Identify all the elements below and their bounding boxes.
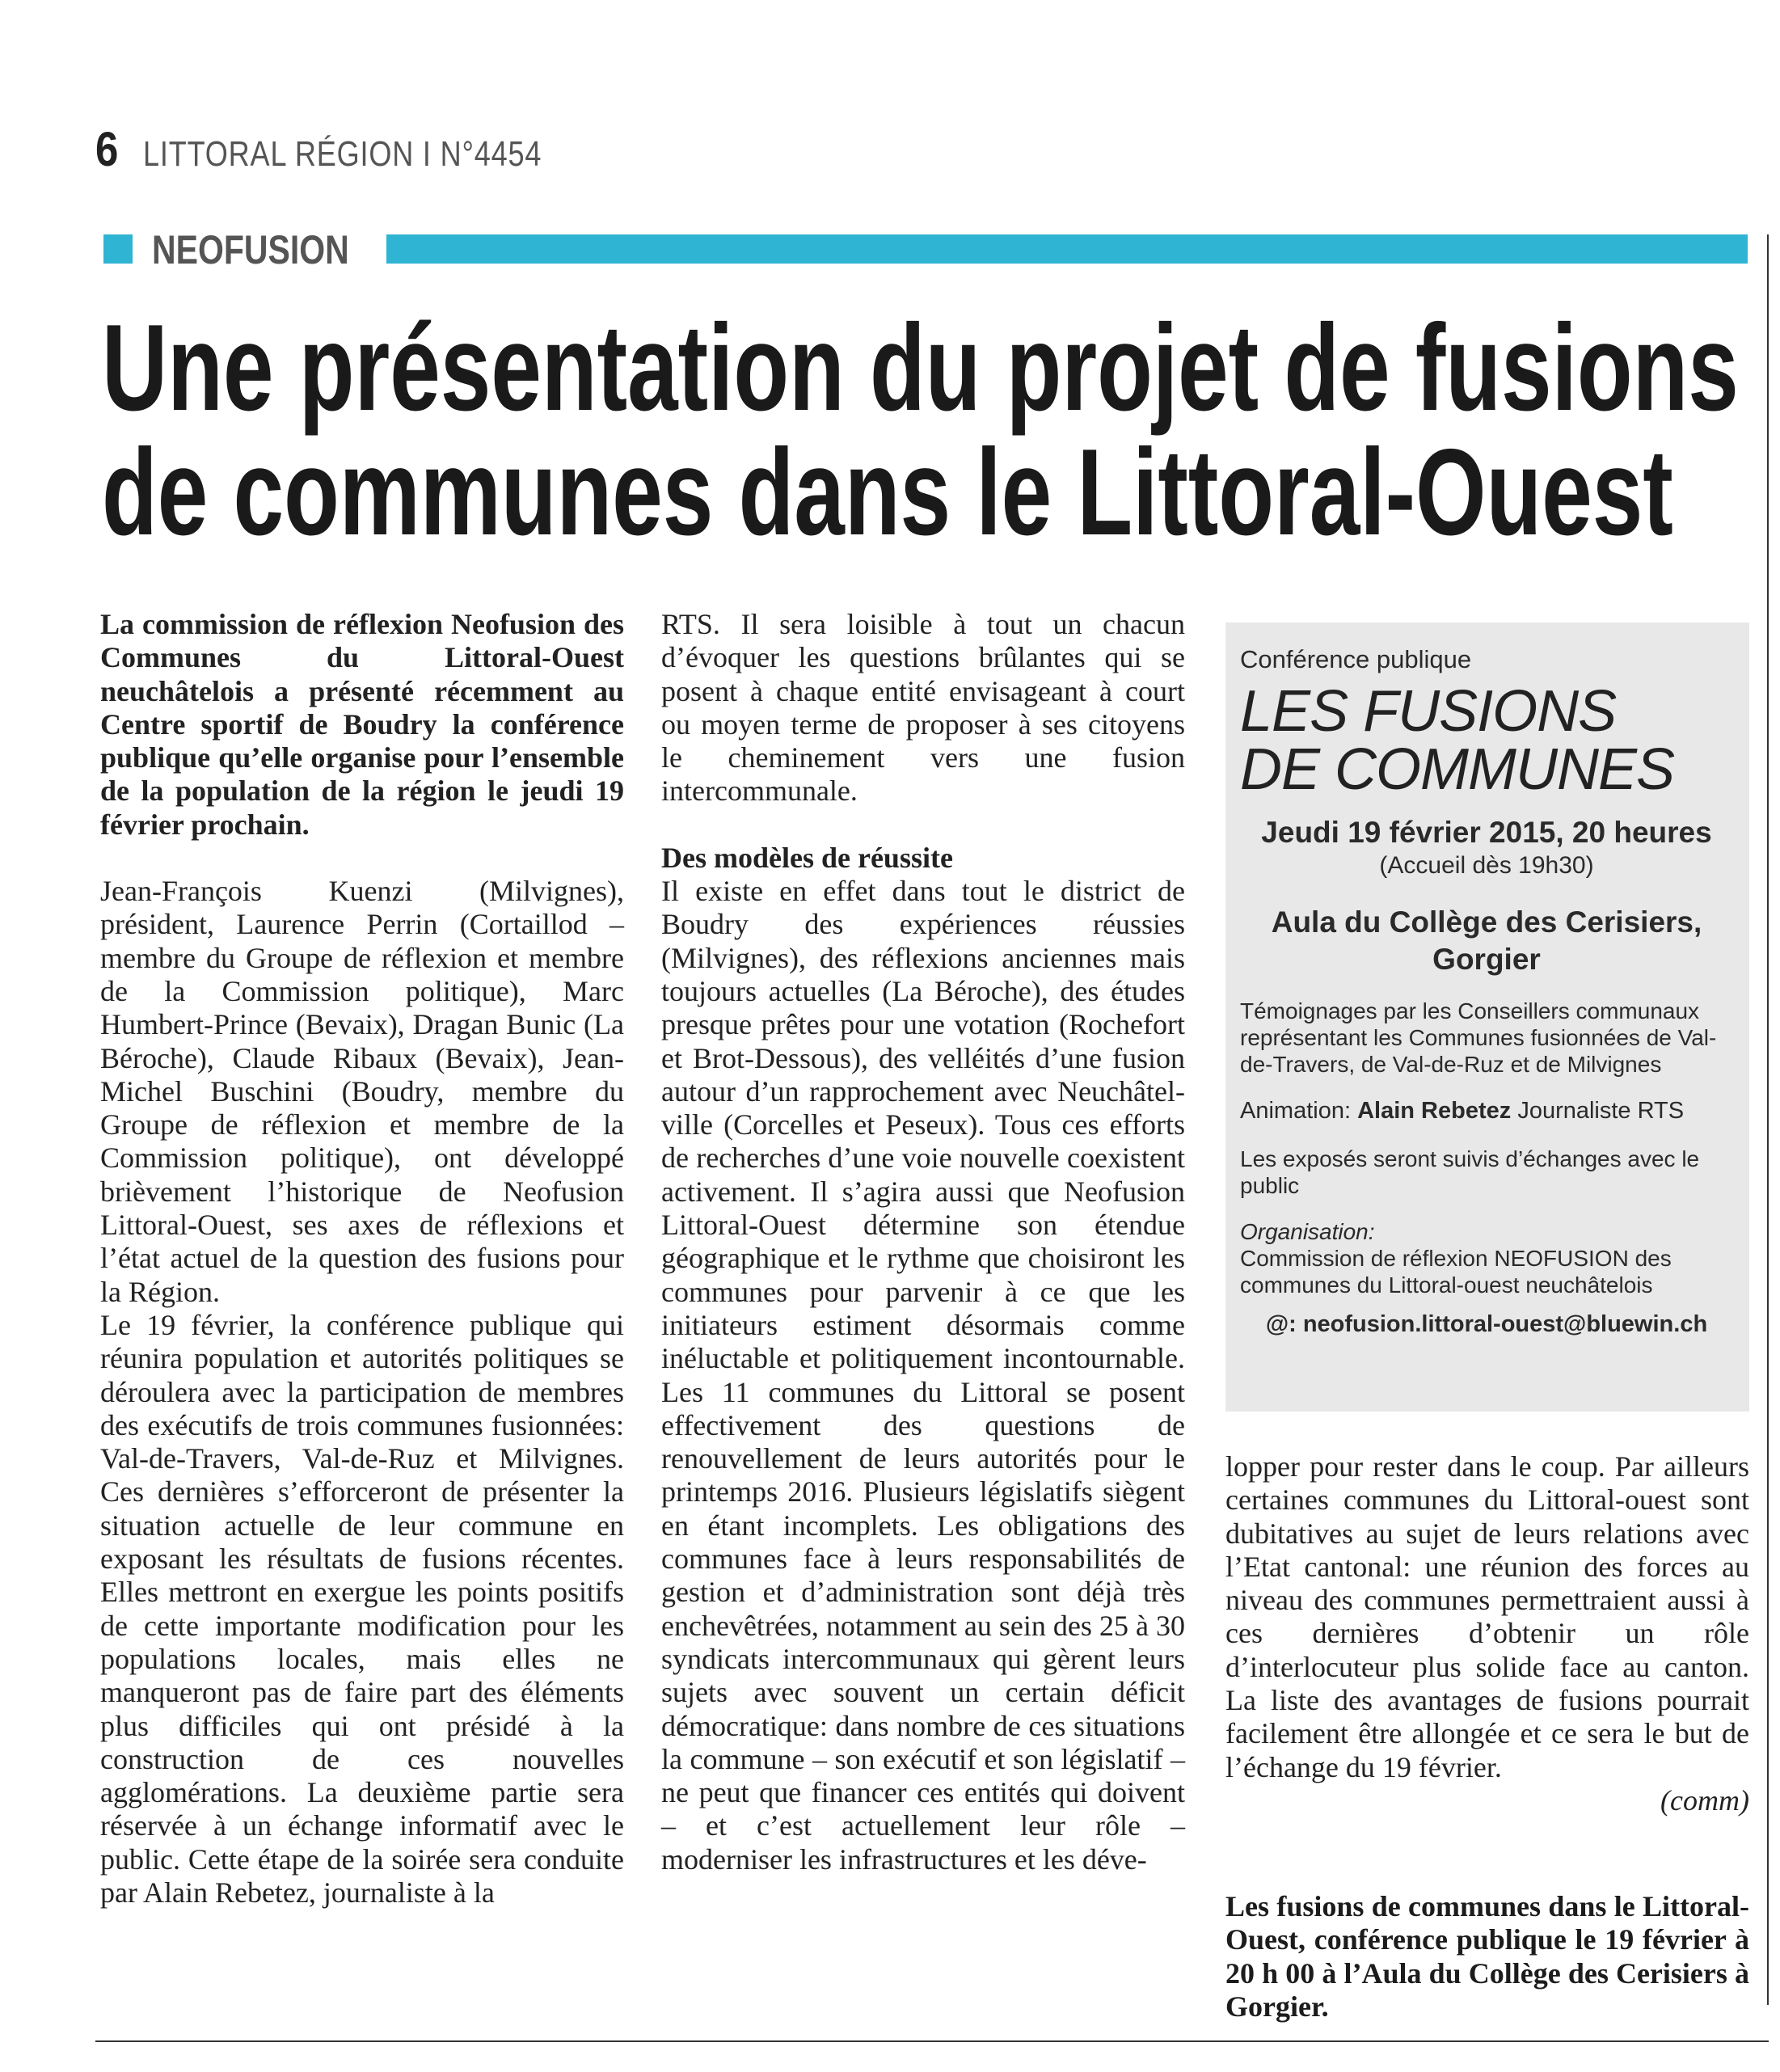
article-signature: (comm) bbox=[1660, 1783, 1749, 1817]
inset-kicker: Conférence publique bbox=[1240, 645, 1472, 673]
headline-line-1: Une présentation du projet de fusions bbox=[102, 299, 1739, 437]
article-lead: La commission de réflexion Neofusion des Communes du Littoral-Ouest neuchâtelois a présenté récemment au Centre sportif de Boudry la conférence publique qu’elle organise pour l’ensemble de la population de la région le jeudi 19 février prochain. bbox=[100, 608, 624, 841]
inset-org-label: Organisation: bbox=[1240, 1219, 1375, 1244]
inset-animation-label: Animation: bbox=[1240, 1098, 1352, 1124]
page-number: 6 bbox=[95, 122, 119, 176]
inset-title bbox=[1240, 679, 1733, 802]
section-label: NEOFUSION bbox=[152, 227, 349, 272]
article-column-2 bbox=[661, 608, 1185, 1876]
article-column-1 bbox=[100, 608, 624, 1910]
headline-line-2: de communes dans le Littoral-Ouest bbox=[102, 424, 1673, 561]
article-paragraph-1: Jean-François Kuenzi (Milvignes), président, Laurence Perrin (Cortaillod – membre du Groupe de réflexion et membre de la Commission politique), Marc Humbert-Prince (Bevaix), Dragan Bunic (La Béroche), Claude Ribaux (Bevaix), Jean-Michel Buschini (Boudry, membre du Groupe de réflexion et membre de la Commission politique), ont développé brièvement l’historique de Neofusion Littoral-Ouest, ses axes de réflexions et l’état actuel de la question des fusions pour la Région. bbox=[100, 875, 624, 1308]
right-column-rule bbox=[1767, 234, 1769, 2005]
article-caption: Les fusions de communes dans le Littoral-Ouest, conférence publique le 19 février à 20 h 00 à l’Aula du Collège des Cerisiers à Gorgier. bbox=[1225, 1890, 1749, 2023]
conference-inset bbox=[1225, 622, 1749, 1412]
article-column-3 bbox=[1225, 1450, 1749, 1817]
bottom-rule bbox=[95, 2040, 1769, 2042]
inset-welcome: (Accueil dès 19h30) bbox=[1379, 852, 1594, 879]
inset-testimonials: Témoignages par les Conseillers communaux représentant les Communes fusionnées de Val-de-Travers, de Val-de-Ruz et de Milvignes bbox=[1240, 998, 1717, 1077]
inset-venue bbox=[1240, 904, 1733, 978]
inset-animation-role: Journaliste RTS bbox=[1517, 1098, 1685, 1124]
inset-title-line-2: DE COMMUNES bbox=[1240, 737, 1675, 802]
section-rule bbox=[386, 234, 1748, 264]
headline bbox=[102, 299, 1767, 561]
article-paragraph-2: Le 19 février, la conférence publique qui réunira population et autorités politiques se déroulera avec la participation de membres des exécutifs de trois communes fusionnées: Val-de-Travers, Val-de-Ruz et Milvignes. Ces dernières s’efforceront de présenter la situation actuelle de leur commune en exposant les résultats de fusions récentes. Elles mettront en exergue les points positifs de cette importante modification pour les populations locales, mais elles ne manqueront pas de faire part des éléments plus difficiles qui ont présidé à la construction de ces nouvelles agglomérations. La deuxième partie sera réservée à un échange informatif avec le public. Cette étape de la soirée sera conduite par Alain Rebetez, journaliste à la bbox=[100, 1308, 624, 1909]
inset-animation bbox=[1240, 1097, 1733, 1125]
inset-animation-name: Alain Rebetez bbox=[1357, 1098, 1512, 1124]
article-subhead: Des modèles de réussite bbox=[661, 841, 953, 874]
page-header bbox=[95, 121, 630, 178]
article-paragraph-3: Il existe en effet dans tout le district de Boudry des expériences réussies (Milvignes), des réflexions anciennes mais toujours actuelles (La Béroche), des études presque prêtes pour une votation (Rochefort et Brot-Dessous), des velléités d’une fusion autour d’un rapprochement avec Neuchâtel-ville (Corcelles et Peseux). Tous ces efforts de recherches d’une voie nouvelle coexistent activement. Il s’agira aussi que Neofusion Littoral-Ouest détermine son étendue géographique et le rythme que choisiront les communes pour parvenir à ce que les initiateurs estiment désormais comme inéluctable et politiquement incontournable. Les 11 communes du Littoral se posent effectivement des questions de renouvellement de leurs autorités pour le printemps 2016. Plusieurs législatifs siègent en étant incomplets. Les obligations des communes face à leurs responsabilités de gestion et d’administration sont déjà très enchevêtrées, notamment au sein des 25 à 30 syndicats intercommunaux qui gèrent leurs sujets avec souvent un certain déficit démocratique: dans nombre de ces situations la commune – son exécutif et son législatif – ne peut que financer ces entités qui doivent – et c’est actuellement leur rôle – moderniser les infrastructures et les déve- bbox=[661, 875, 1185, 1876]
section-marker bbox=[103, 234, 133, 264]
inset-title-line-1: LES FUSIONS bbox=[1240, 679, 1617, 744]
inset-venue-line-1: Aula du Collège des Cerisiers, bbox=[1271, 905, 1702, 939]
inset-org-text: Commission de réflexion NEOFUSION des communes du Littoral-ouest neuchâtelois bbox=[1240, 1246, 1672, 1298]
inset-date: Jeudi 19 février 2015, 20 heures bbox=[1261, 816, 1712, 849]
inset-venue-line-2: Gorgier bbox=[1432, 943, 1541, 976]
article-paragraph-2-cont: RTS. Il sera loisible à tout un chacun d’évoquer les questions brûlantes qui se posent à chaque entité envisageant à court ou moyen terme de proposer à ses citoyens le cheminement vers une fusion intercommunale. bbox=[661, 608, 1185, 808]
inset-email[interactable]: @: neofusion.littoral-ouest@bluewin.ch bbox=[1265, 1311, 1708, 1337]
article-paragraph-3-cont: lopper pour rester dans le coup. Par ailleurs certaines communes du Littoral-ouest sont dubitatives au sujet de leurs relations avec l’Etat cantonal: une réunion des forces au niveau des communes permettraient aussi à ces dernières d’obtenir un rôle d’interlocuteur plus solide face au canton. La liste des avantages de fusions pourrait facilement être allongée et ce sera le but de l’échange du 19 février. bbox=[1225, 1450, 1749, 1783]
publication-name: LITTORAL RÉGION I N°4454 bbox=[143, 134, 542, 174]
inset-exchanges: Les exposés seront suivis d’échanges avec le public bbox=[1240, 1146, 1700, 1198]
